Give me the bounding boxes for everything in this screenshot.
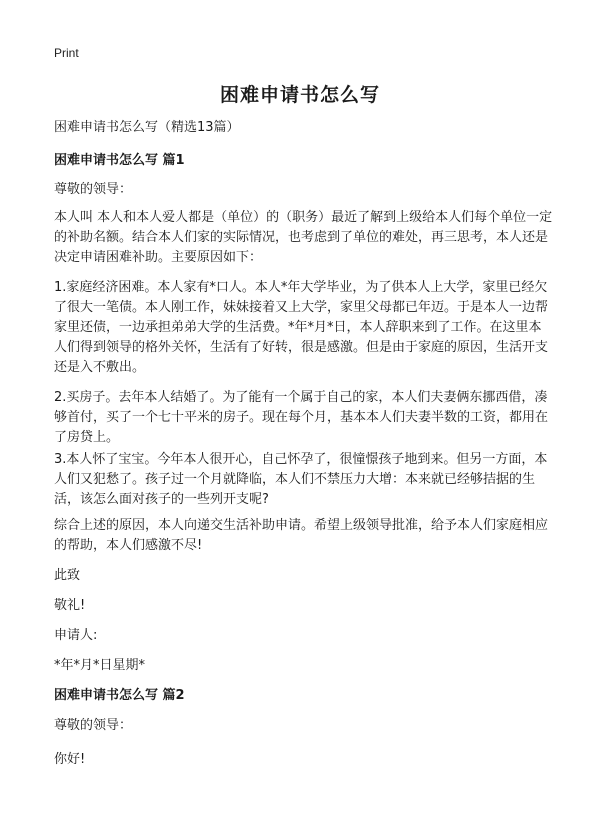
section-1-intro: 本人叫 本人和本人爱人都是（单位）的（职务）最近了解到上级给本人们每个单位一定的补助名额。结合本人们家的实际情况，也考虑到了单位的难处，再三思考，本人还是决定申请困难补助。主要原因如下： — [54, 210, 553, 265]
reason-1-paragraph: 1.家庭经济困难。本人家有*口人。本人*年大学毕业，为了供本人上大学，家里已经欠了很大一笔债。本人刚工作，妹妹接着又上大学，家里父母都已年迈。于是本人一边帮家里还债，一边承担弟弟大学的生活费。*年*月*日，本人辞职来到了工作。在这里本人们得到领导的格外关怀，生活有了好转，很是感激。但是由于家庭的原因，生活开支还是入不敷出。 — [54, 280, 549, 375]
reason-3-paragraph: 3.本人怀了宝宝。今年本人很开心，自己怀孕了，很憧憬孩子地到来。但另一方面，本人们又犯愁了。孩子过一个月就降临，本人们不禁压力大增：本来就已经够拮据的生活，该怎么面对孩子的一些列开支呢? — [54, 452, 548, 507]
print-label: Print — [54, 46, 79, 60]
section-1-greeting: 尊敬的领导： — [54, 182, 133, 197]
closing-line-1: 此致 — [54, 568, 81, 583]
section-2-greeting: 尊敬的领导： — [54, 718, 133, 733]
section-2-hello: 你好! — [54, 752, 86, 767]
section-1-heading: 困难申请书怎么写 篇1 — [54, 153, 185, 168]
closing-line-2: 敬礼! — [54, 598, 86, 613]
date-line: *年*月*日星期* — [54, 658, 146, 673]
document-title: 困难申请书怎么写 — [219, 84, 380, 106]
document-subtitle: 困难申请书怎么写（精选13篇） — [54, 120, 240, 135]
section-2-heading: 困难申请书怎么写 篇2 — [54, 688, 185, 703]
reason-2-paragraph: 2.买房子。去年本人结婚了。为了能有一个属于自己的家，本人们夫妻俩东挪西借，凑够首付，买了一个七十平米的房子。现在每个月，基本本人们夫妻半数的工资，都用在了房贷上。 — [54, 390, 549, 445]
applicant-line: 申请人: — [54, 628, 98, 643]
conclusion-paragraph: 综合上述的原因，本人向递交生活补助申请。希望上级领导批准，给予本人们家庭相应的帮助，本人们感激不尽! — [54, 518, 549, 553]
